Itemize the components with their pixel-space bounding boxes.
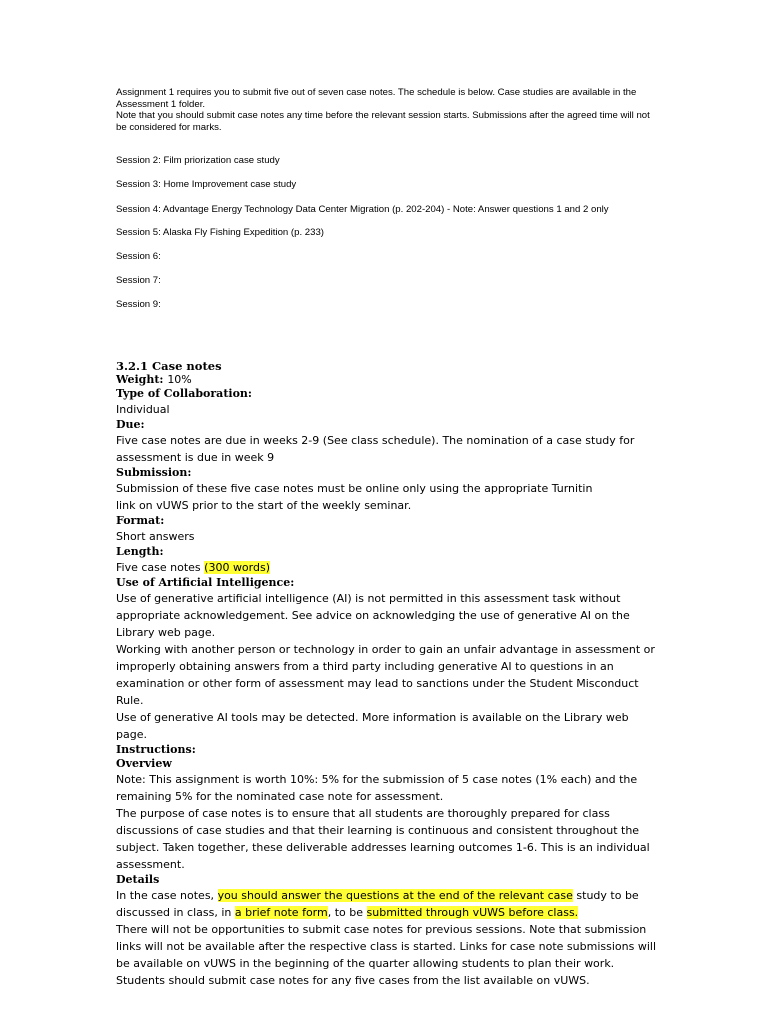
details-text-1: In the case notes, — [116, 889, 218, 902]
ai-paragraph-3: Use of generative AI tools may be detected. More information is available on the Library web page. — [116, 711, 629, 741]
ai-paragraph-2: Working with another person or technology in order to gain an unfair advantage in assessment or improperly obtaining answers from a third party including generative AI to questions in an examination or other form of assessment may lead to sanctions under the Student Misconduct Rule. — [116, 643, 655, 707]
length-highlight: (300 words) — [204, 561, 271, 574]
format-label: Format: — [116, 514, 165, 527]
session-item: Session 2: Film priorization case study — [116, 155, 280, 166]
details-highlight-2: a brief note form — [234, 906, 328, 919]
submission-line-2: link on vUWS prior to the start of the weekly seminar. — [116, 499, 412, 512]
session-item: Session 3: Home Improvement case study — [116, 179, 297, 190]
details-paragraph-3: Students should submit case notes for any five cases from the list available on vUWS. — [116, 974, 590, 987]
details-paragraph-2: There will not be opportunities to submit case notes for previous sessions. Note that submission links will not be available after the respective class is started. Links for case note submissions will be available on vUWS in the beginning of the quarter allowing students to plan their work. — [116, 923, 656, 970]
submission-label: Submission: — [116, 466, 192, 479]
intro-text — [116, 87, 656, 133]
session-item: Session 6: — [116, 251, 161, 262]
section-title: 3.2.1 Case notes — [116, 359, 222, 373]
intro-line-2: Note that you should submit case notes any time before the relevant session starts. Submissions after the agreed time will not be considered for marks. — [116, 110, 650, 133]
overview-paragraph-1: Note: This assignment is worth 10%: 5% for the submission of 5 case notes (1% each) and the remaining 5% for the nominated case note for assessment. — [116, 773, 638, 803]
session-item: Session 5: Alaska Fly Fishing Expedition (p. 233) — [116, 227, 324, 238]
due-value: Five case notes are due in weeks 2-9 (See class schedule). The nomination of a case study for assessment is due in week 9 — [116, 434, 635, 464]
collab-value: Individual — [116, 403, 170, 416]
details-text-3: , to be — [327, 906, 367, 919]
case-notes-section — [116, 359, 656, 989]
details-paragraph-1 — [116, 887, 656, 921]
session-item: Session 9: — [116, 299, 161, 310]
details-highlight-1: you should answer the questions at the end of the relevant case — [217, 889, 573, 902]
weight-label: Weight: — [116, 373, 164, 386]
collab-label: Type of Collaboration: — [116, 387, 252, 400]
details-text-2: study to be discussed in class, in — [116, 889, 639, 919]
intro-line-1: Assignment 1 requires you to submit five out of seven case notes. The schedule is below. Case studies are available in the Assessment 1 folder. — [116, 87, 637, 110]
details-highlight-3: submitted through vUWS before class. — [366, 906, 579, 919]
details-label: Details — [116, 873, 160, 886]
length-value — [116, 559, 656, 576]
overview-paragraph-2: The purpose of case notes is to ensure that all students are thoroughly prepared for class discussions of case studies and that their learning is continuous and consistent throughout the subject. Taken together, these deliverable addresses learning outcomes 1-6. This is an individual assessment. — [116, 807, 650, 871]
weight-row — [116, 373, 656, 387]
session-item: Session 7: — [116, 275, 161, 286]
length-label: Length: — [116, 545, 164, 558]
overview-label: Overview — [116, 757, 172, 770]
ai-label: Use of Artificial Intelligence: — [116, 576, 295, 589]
weight-value: 10% — [167, 373, 192, 386]
session-item: Session 4: Advantage Energy Technology Data Center Migration (p. 202-204) - Note: Answer questions 1 and 2 only — [116, 204, 609, 215]
length-prefix: Five case notes — [116, 561, 205, 574]
submission-line-1: Submission of these five case notes must be online only using the appropriate Turnitin — [116, 482, 593, 495]
instructions-label: Instructions: — [116, 743, 196, 756]
format-value: Short answers — [116, 530, 195, 543]
ai-paragraph-1: Use of generative artificial intelligence (AI) is not permitted in this assessment task without appropriate acknowledgement. See advice on acknowledging the use of generative AI on the Library web page. — [116, 592, 630, 639]
due-label: Due: — [116, 418, 145, 431]
